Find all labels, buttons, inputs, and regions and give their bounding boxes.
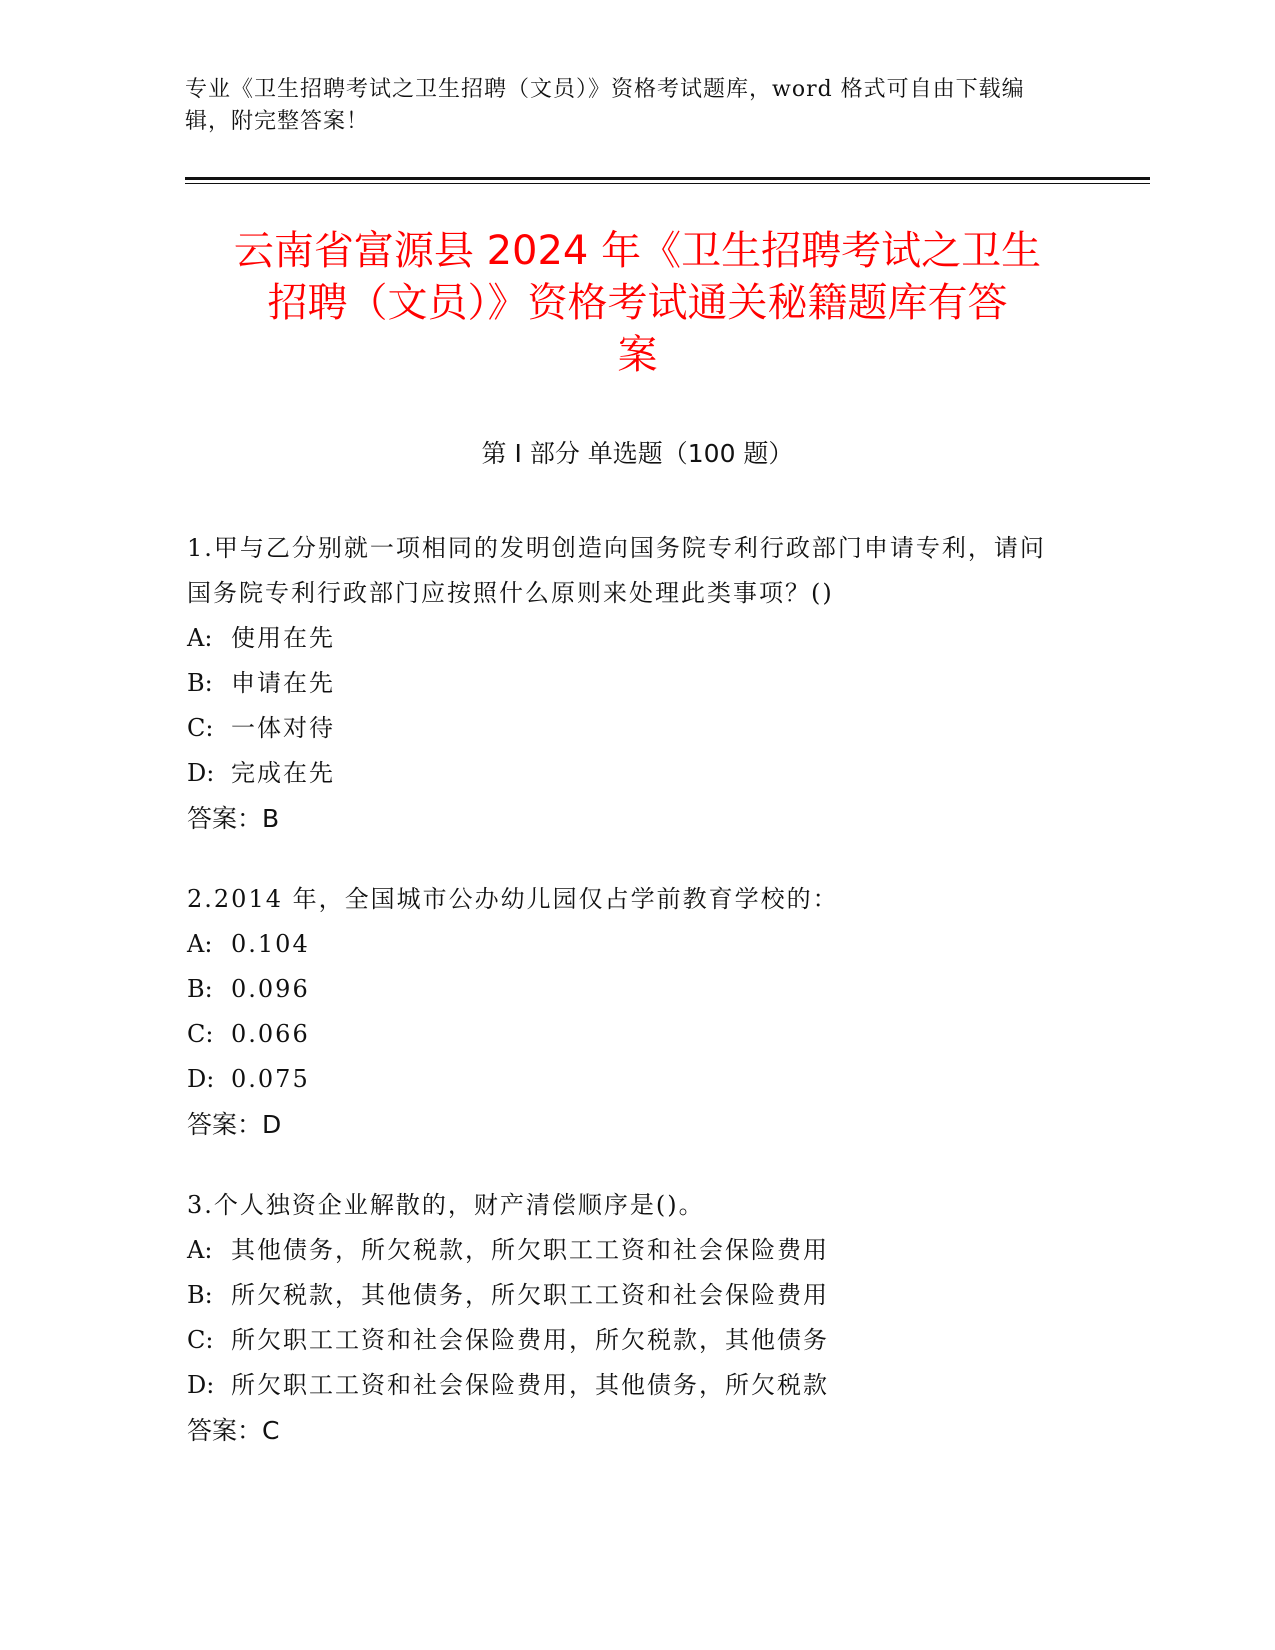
option-text: 0.066 — [231, 1020, 310, 1048]
option-b — [187, 967, 1067, 1012]
option-key: B: — [187, 669, 213, 697]
option-text: 所欠税款，其他债务，所欠职工工资和社会保险费用 — [231, 1281, 829, 1309]
title-line-1: 云南省富源县 2024 年《卫生招聘考试之卫生 — [233, 228, 1042, 274]
option-text: 申请在先 — [231, 669, 335, 697]
question-3 — [187, 1183, 1067, 1453]
option-key: B: — [187, 1281, 213, 1309]
option-key: C: — [187, 1326, 214, 1354]
option-key: D: — [187, 1371, 215, 1399]
option-text: 一体对待 — [231, 714, 335, 742]
option-text: 0.096 — [231, 975, 310, 1003]
option-text: 完成在先 — [231, 759, 335, 787]
option-b — [187, 661, 1067, 706]
question-list — [187, 526, 1067, 1489]
option-key: A: — [187, 1236, 213, 1264]
question-2 — [187, 877, 1067, 1147]
option-key: C: — [187, 1020, 214, 1048]
section-heading: 第 I 部分 单选题（100 题） — [481, 439, 794, 468]
option-key: D: — [187, 759, 215, 787]
option-text: 所欠职工工资和社会保险费用，其他债务，所欠税款 — [231, 1371, 829, 1399]
option-key: A: — [187, 930, 213, 958]
option-d — [187, 1057, 1067, 1102]
document-title — [170, 225, 1105, 381]
answer-line: 答案：C — [187, 1416, 280, 1445]
option-a — [187, 616, 1067, 661]
option-a — [187, 1228, 1067, 1273]
option-key: B: — [187, 975, 213, 1003]
question-text: 1.甲与乙分别就一项相同的发明创造向国务院专利行政部门申请专利，请问国务院专利行政部门应按照什么原则来处理此类事项？() — [187, 534, 1046, 607]
header-note: 专业《卫生招聘考试之卫生招聘（文员）》资格考试题库，word 格式可自由下载编辑，附完整答案！ — [185, 77, 1025, 134]
option-a — [187, 922, 1067, 967]
header-divider-thin — [185, 183, 1150, 184]
option-text: 所欠职工工资和社会保险费用，所欠税款，其他债务 — [231, 1326, 829, 1354]
option-key: D: — [187, 1065, 215, 1093]
title-line-2: 招聘（文员）》资格考试通关秘籍题库有答 — [267, 280, 1008, 326]
option-c — [187, 1318, 1067, 1363]
option-text: 使用在先 — [231, 624, 335, 652]
option-text: 0.075 — [231, 1065, 310, 1093]
option-d — [187, 751, 1067, 796]
option-text: 0.104 — [231, 930, 310, 958]
header-divider-thick — [185, 177, 1150, 180]
question-text: 2.2014 年，全国城市公办幼儿园仅占学前教育学校的： — [187, 885, 839, 913]
title-line-3: 案 — [617, 332, 658, 378]
option-b — [187, 1273, 1067, 1318]
option-c — [187, 1012, 1067, 1057]
question-1 — [187, 526, 1067, 841]
option-d — [187, 1363, 1067, 1408]
question-text: 3.个人独资企业解散的，财产清偿顺序是()。 — [187, 1191, 705, 1219]
option-key: C: — [187, 714, 214, 742]
option-text: 其他债务，所欠税款，所欠职工工资和社会保险费用 — [231, 1236, 829, 1264]
option-c — [187, 706, 1067, 751]
option-key: A: — [187, 624, 213, 652]
answer-line: 答案：D — [187, 1110, 282, 1139]
answer-line: 答案：B — [187, 804, 280, 833]
